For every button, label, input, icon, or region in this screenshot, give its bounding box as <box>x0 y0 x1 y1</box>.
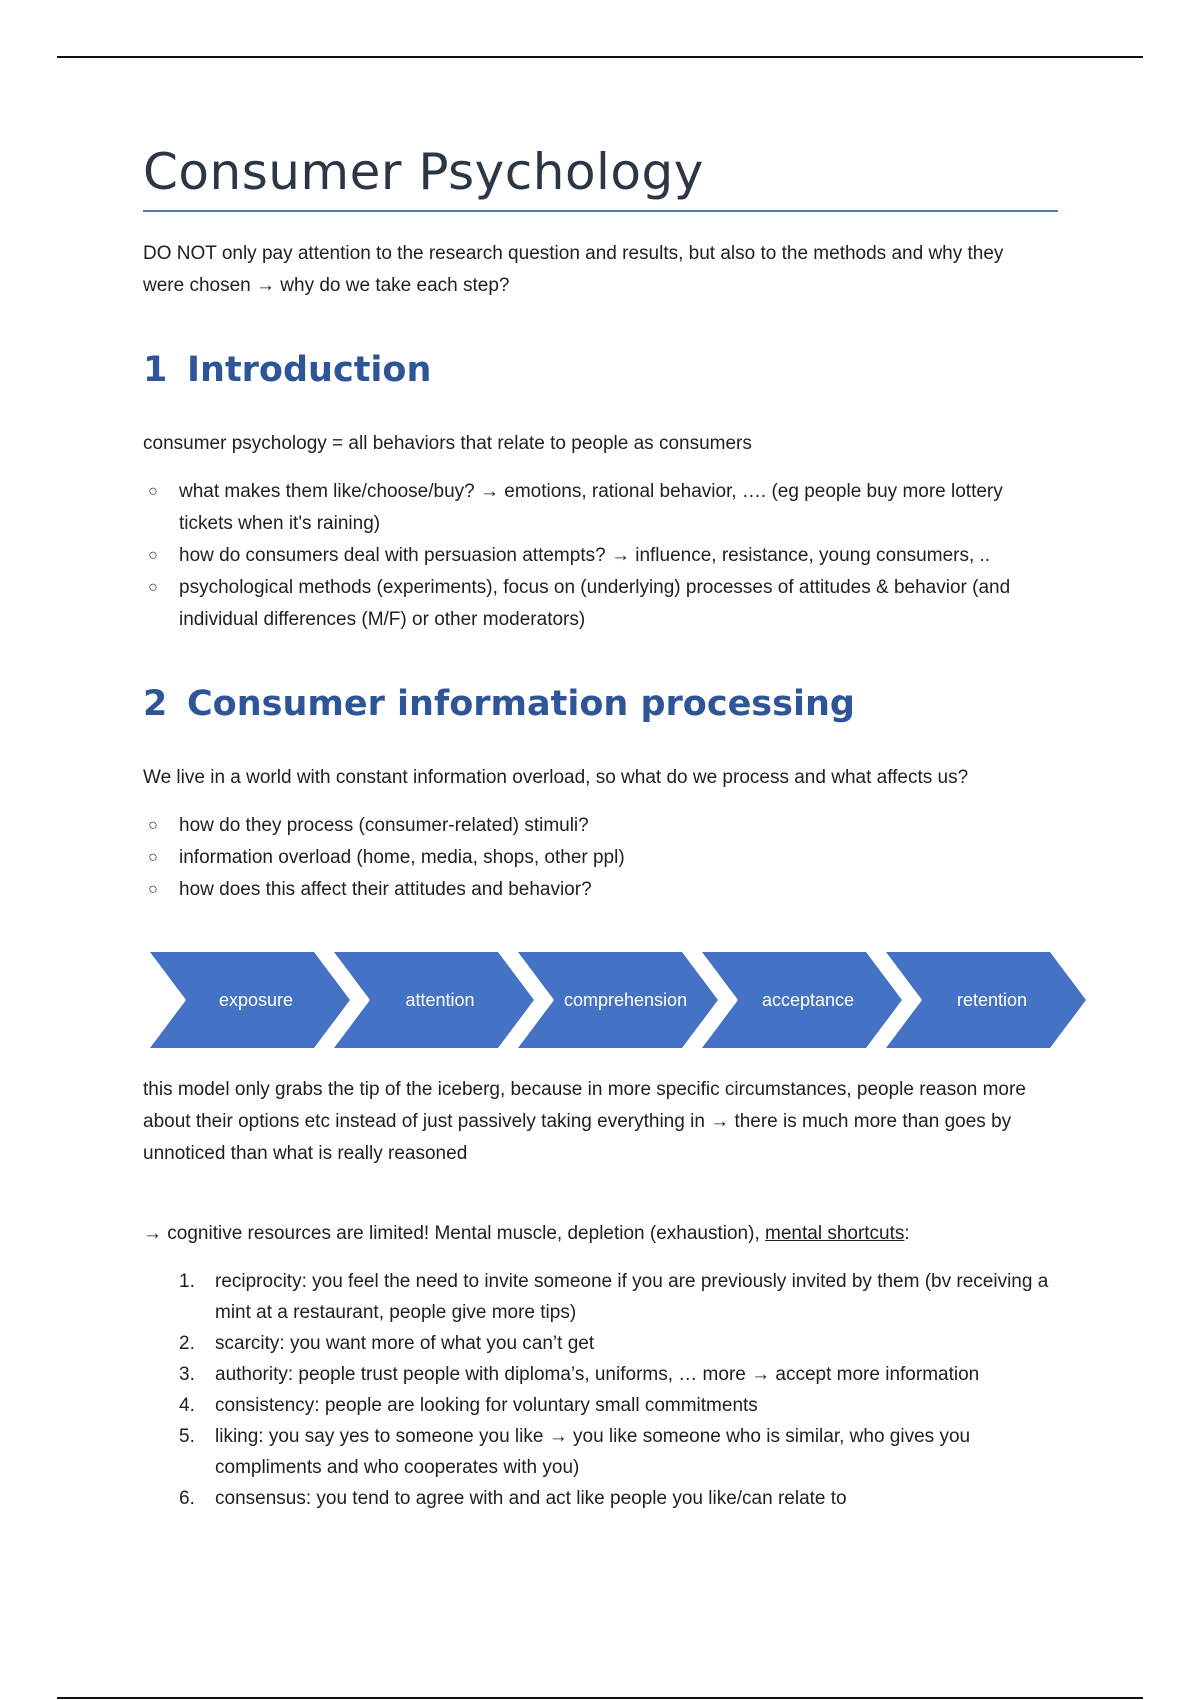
section-2-number: 2 <box>143 684 168 724</box>
limits-colon: : <box>904 1223 910 1244</box>
list-item: ○ how do consumers deal with persuasion attempts? → influence, resistance, young consumers, .. <box>143 540 1058 572</box>
section-2-heading <box>143 680 1058 728</box>
shortcuts-numbered-list <box>143 1266 1058 1514</box>
section-1-heading <box>143 346 1058 394</box>
circle-bullet-icon: ○ <box>148 849 158 866</box>
circle-bullet-icon: ○ <box>148 483 158 500</box>
intro-paragraph: DO NOT only pay attention to the research question and results, but also to the methods and why they were chosen → why do we take each step? <box>143 243 1004 296</box>
section-1-bullet-list <box>143 476 1058 636</box>
list-item: 1. reciprocity: you feel the need to invite someone if you are previously invited by them (bv receiving a mint at a restaurant, people give more tips) <box>143 1266 1058 1328</box>
mental-shortcuts-text: mental shortcuts <box>765 1223 905 1244</box>
process-step-retention-label: retention <box>956 990 1028 1010</box>
document-title: Consumer Psychology <box>143 140 1058 212</box>
list-item: ○ information overload (home, media, shops, other ppl) <box>143 842 1058 874</box>
list-number: 1. <box>179 1271 195 1292</box>
process-step-acceptance-label: acceptance <box>761 990 855 1010</box>
circle-bullet-icon: ○ <box>148 817 158 834</box>
list-item: 3. authority: people trust people with diploma’s, uniforms, … more → accept more information <box>143 1359 1058 1390</box>
section-1-definition: consumer psychology = all behaviors that relate to people as consumers <box>143 433 752 454</box>
circle-bullet-icon: ○ <box>148 881 158 898</box>
list-number: 2. <box>179 1333 195 1354</box>
list-item: 6. consensus: you tend to agree with and act like people you like/can relate to <box>143 1483 1058 1514</box>
limits-paragraph <box>143 1218 1058 1250</box>
section-2-bullet-list <box>143 810 1058 906</box>
limits-text: → cognitive resources are limited! Mental muscle, depletion (exhaustion), <box>143 1223 766 1244</box>
list-item: ○ psychological methods (experiments), focus on (underlying) processes of attitudes & behavior (and individual differences (M/F) or other moderators) <box>143 572 1058 636</box>
circle-bullet-icon: ○ <box>148 579 158 596</box>
section-1-number: 1 <box>143 350 168 390</box>
section-2-lead: We live in a world with constant information overload, so what do we process and what affects us? <box>143 767 969 788</box>
list-number: 6. <box>179 1488 195 1509</box>
list-item: 5. liking: you say yes to someone you like → you like someone who is similar, who gives you compliments and who cooperates with you) <box>143 1421 1058 1483</box>
process-step-comprehension-label: comprehension <box>564 990 688 1010</box>
section-2-title: Consumer information processing <box>187 684 855 724</box>
list-item: ○ what makes them like/choose/buy? → emotions, rational behavior, …. (eg people buy more lottery tickets when it's raining) <box>143 476 1058 540</box>
document-body <box>143 140 1058 1514</box>
list-item: 2. scarcity: you want more of what you can’t get <box>143 1328 1058 1359</box>
section-1-title: Introduction <box>187 350 432 390</box>
list-number: 3. <box>179 1364 195 1385</box>
header-rule <box>57 56 1143 58</box>
list-number: 4. <box>179 1395 195 1416</box>
process-step-attention-label: attention <box>405 990 475 1010</box>
list-item: ○ how do they process (consumer-related) stimuli? <box>143 810 1058 842</box>
process-chevron-diagram <box>150 952 1090 1048</box>
model-note-paragraph: this model only grabs the tip of the iceberg, because in more specific circumstances, people reason more about their options etc instead of just passively taking everything in → there is much more than goes by unnoticed than what is really reasoned <box>143 1079 1026 1164</box>
list-number: 5. <box>179 1426 195 1447</box>
footer-rule <box>57 1697 1143 1699</box>
process-step-exposure-label: exposure <box>218 990 294 1010</box>
circle-bullet-icon: ○ <box>148 547 158 564</box>
list-item: 4. consistency: people are looking for voluntary small commitments <box>143 1390 1058 1421</box>
list-item: ○ how does this affect their attitudes and behavior? <box>143 874 1058 906</box>
